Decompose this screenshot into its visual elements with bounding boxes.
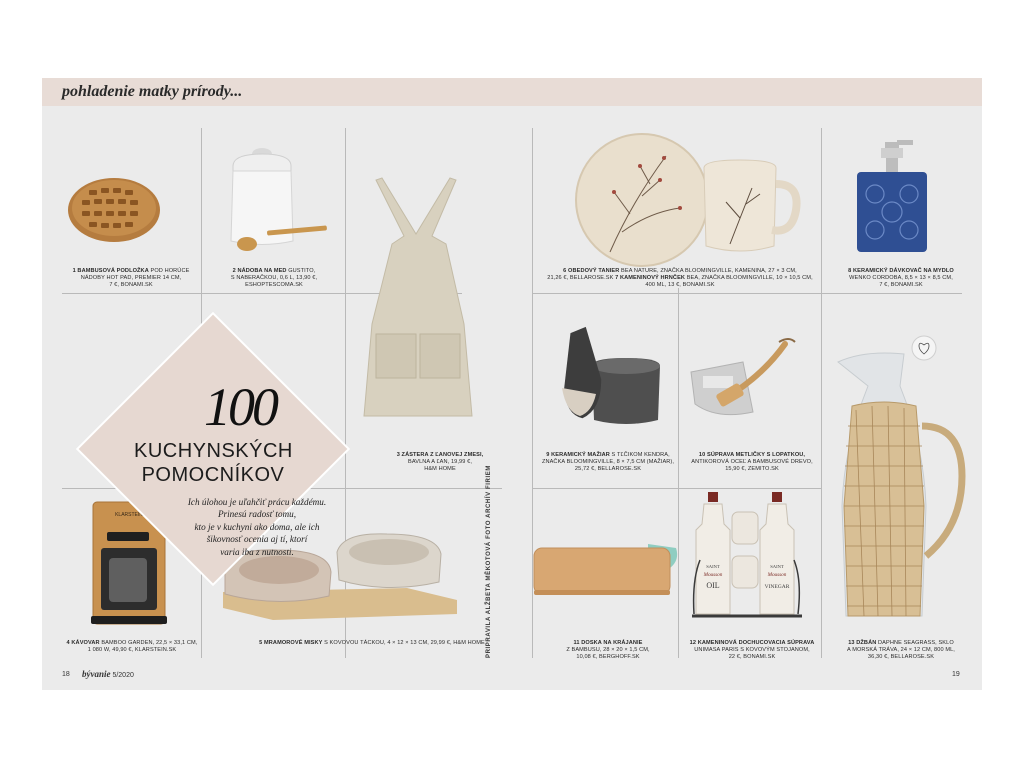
soap-dispenser-image (847, 136, 937, 256)
caption-13: 13 DŽBÁN DAPHNE SEAGRASS, SKLO A MORSKÁ TRÁVA, 24 × 12 CM, 800 ML, 36,30 €, BELLAROSE.SK (847, 640, 955, 660)
grid-line (678, 288, 679, 658)
feature-intro: Ich úlohou je uľahčiť prácu každému. Prinesú radosť tomu, kto je v kuchyni ako doma, ale ich šikovnosť ocenia aj tí, ktorí varia iba z nutnosti. (187, 497, 327, 557)
caption-6-7: 6 OBEDOVÝ TANIER BEA NATURE, ZNAČKA BLOOMINGVILLE, KAMENINA, 27 × 3 CM, 21,26 €, BELLAROSE.SK 7 KAMENINOVÝ HRNČEK BEA, ZNAČKA BLOOMINGVILLE, 10 × 10,5 CM, 400 ML, 13 €, BONAMI.SK (547, 268, 813, 288)
vinegar-jar-line2: Mousson (767, 572, 787, 578)
coffee-maker-brand: KLARSTEIN (115, 512, 143, 518)
plate-and-mug-image (570, 122, 798, 282)
section-title: pohladenie matky prírody... (62, 83, 243, 100)
condiment-set-image (690, 490, 808, 624)
cutting-board-image (530, 540, 680, 602)
caption-4: 4 KÁVOVAR BAMBOO GARDEN, 22,5 × 33,1 CM, 1 080 W, 49,90 €, KLARSTEIN.SK (66, 640, 198, 653)
grid-line (821, 128, 822, 658)
vinegar-jar-line1: SAINT (770, 564, 784, 569)
caption-5: 5 MRAMOROVÉ MISKY S KOVOVOU TÁCKOU, 4 × 12 × 13 CM, 29,99 €, H&M HOME (259, 640, 485, 646)
grid-line (532, 293, 962, 294)
grid-line (532, 488, 821, 489)
seagrass-jug-image (834, 326, 974, 626)
caption-3: 3 ZÁSTERA Z ĽANOVEJ ZMESI, BAVLNA A ĽAN, 19,99 €, H&M HOME (396, 452, 484, 472)
mortar-pestle-image (536, 322, 676, 432)
caption-10: 10 SÚPRAVA METLIČKY S LOPATKOU, ANTIKOROVÁ OCEĽ A BAMBUSOVÉ DREVO, 15,90 €, ZEMITO.SK (691, 452, 813, 472)
caption-1: 1 BAMBUSOVÁ PODLOŽKA POD HORÚCE NÁDOBY HOT PAD, PREMIER 14 CM, 7 €, BONAMI.SK (72, 268, 190, 288)
feature-title-line1: KUCHYNSKÝCH (134, 440, 293, 462)
vinegar-jar-line3: VINEGAR (764, 584, 790, 590)
caption-12: 12 KAMENINOVÁ DOCHUCOVACIA SÚPRAVA UNIMASA PARIS S KOVOVÝM STOJANOM, 22 €, BONAMI.SK (689, 640, 815, 660)
magazine-issue: bývanie 5/2020 (82, 669, 134, 679)
caption-9: 9 KERAMICKÝ MAŽIAR S TĽČIKOM KENDRA, ZNAČKA BLOOMINGVILLE, 8 × 7,5 CM (MAŽIAR), 25,72 €, BELLAROSE.SK (541, 452, 675, 472)
feature-title-line2: POMOCNÍKOV (141, 464, 285, 486)
photo-credit: PRIPRAVILA ALŽBETA MĚKOTOVÁ FOTO ARCHÍV FIRIEM (486, 465, 492, 658)
oil-jar-line1: SAINT (706, 564, 720, 569)
caption-8: 8 KERAMICKÝ DÁVKOVAČ NA MYDLO WENKO CORDOBA, 8,5 × 13 × 8,5 CM, 7 €, BONAMI.SK (848, 268, 954, 288)
feature-number: 100 (204, 377, 276, 437)
dustpan-brush-image (687, 332, 797, 428)
caption-11: 11 DOSKA NA KRÁJANIE Z BAMBUSU, 28 × 20 × 1,5 CM, 10,08 €, BERGHOFF.SK (566, 640, 650, 660)
caption-2: 2 NÁDOBA NA MED GUSTITO, S NABERAČKOU, 0,6 L, 13,90 €, ESHOPTESCOMA.SK (230, 268, 318, 288)
oil-jar-line3: OIL (706, 581, 720, 590)
magazine-spread (42, 78, 982, 690)
page-number-right: 19 (952, 671, 960, 678)
oil-jar-line2: Mousson (703, 572, 723, 578)
page-number-left: 18 (62, 671, 70, 678)
bamboo-trivet-image (67, 170, 162, 250)
linen-apron-image (354, 174, 484, 422)
honey-jar-image (227, 136, 337, 261)
